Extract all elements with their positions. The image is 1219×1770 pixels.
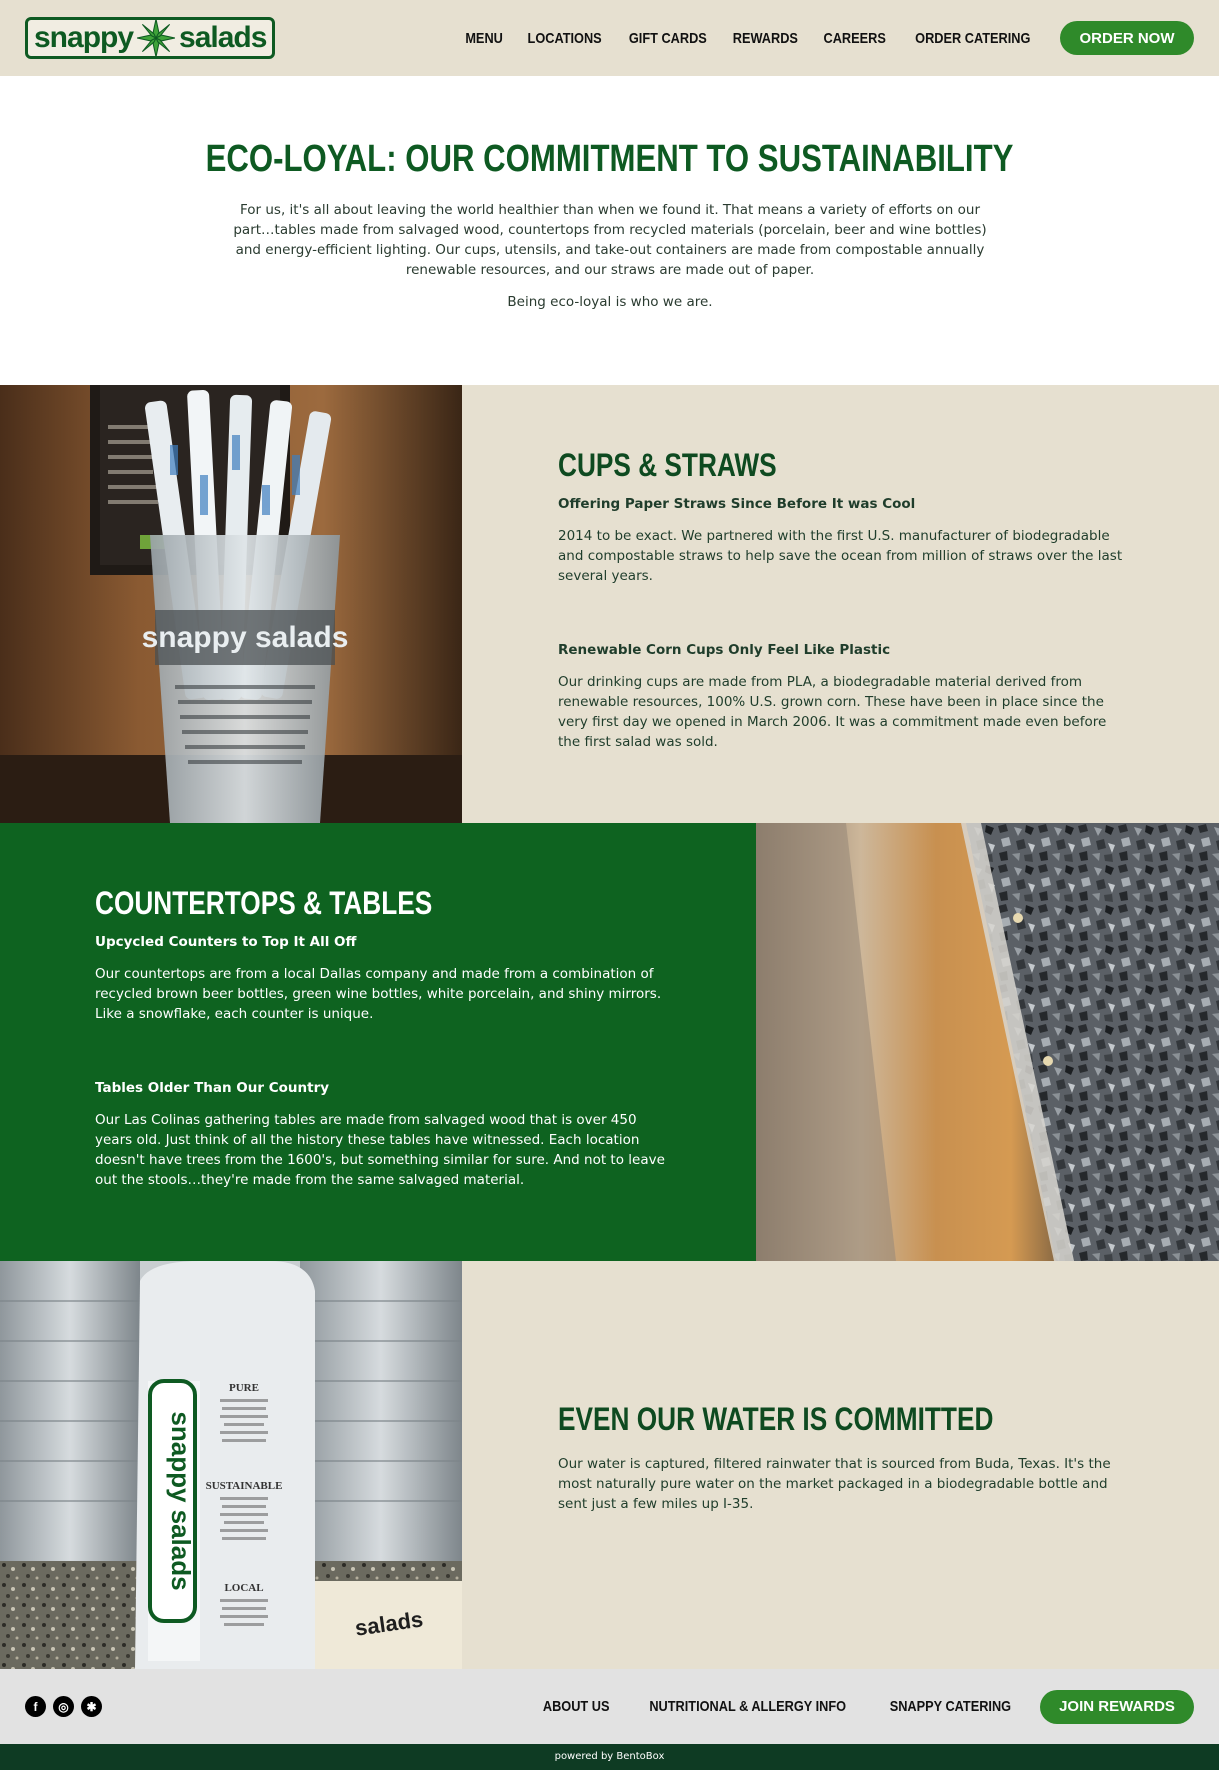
intro-section	[0, 76, 1219, 385]
corn-cups-body: Our drinking cups are made from PLA, a biodegradable material derived from renewable resources, 100% U.S. grown corn. These have been in place since the very first day we opened in March 2006. It was a commitment made even before the first salad was sold.	[558, 674, 1107, 750]
join-rewards-button[interactable]: JOIN REWARDS	[1040, 1690, 1194, 1724]
logo-word-right: salads	[179, 21, 267, 54]
water-text	[558, 1401, 1118, 1514]
nav-rewards[interactable]: REWARDS	[733, 29, 799, 47]
nav-careers[interactable]: CAREERS	[823, 29, 886, 47]
bottle-label-sustainable: SUSTAINABLE	[205, 1480, 283, 1492]
main-nav	[455, 21, 1194, 55]
footer-nav-snappy-catering[interactable]: SNAPPY CATERING	[889, 1698, 1012, 1715]
footer-nav-about-us[interactable]: ABOUT US	[543, 1698, 610, 1715]
snappy-salads-logo[interactable]	[25, 17, 275, 59]
social-links	[25, 1696, 102, 1717]
water-body: Our water is captured, filtered rainwater that is sourced from Buda, Texas. It's the most naturally pure water on the market packaged in a biodegradable bottle and sent just a few miles up I-35.	[558, 1456, 1111, 1512]
paper-straws-subheading: Offering Paper Straws Since Before It was Cool	[558, 496, 916, 512]
upcycled-counters-body: Our countertops are from a local Dallas company and made from a combination of recycled brown beer bottles, green wine bottles, white porcelain, and shiny mirrors. Like a snowflake, each counter is unique.	[95, 966, 662, 1022]
order-now-button[interactable]: ORDER NOW	[1060, 21, 1194, 55]
countertop-photo	[756, 823, 1219, 1261]
water-bottle-photo	[0, 1261, 462, 1669]
powered-by-bentobox[interactable]: powered by BentoBox	[0, 1744, 1219, 1770]
footer-nav-nutritional-info[interactable]: NUTRITIONAL & ALLERGY INFO	[649, 1698, 846, 1715]
intro-tagline: Being eco-loyal is who we are.	[507, 294, 713, 310]
intro-paragraph: For us, it's all about leaving the world healthier than when we found it. That means a variety of efforts on our part…tables made from salvaged wood, countertops from recycled materials (porcelain, beer and wine bottles) and energy-efficient lighting. Our cups, utensils, and take-out containers are made from compostable annually renewable resources, and our straws are made out of paper.	[233, 202, 987, 278]
site-header	[0, 0, 1219, 76]
upcycled-counters-subheading: Upcycled Counters to Top It All Off	[95, 934, 357, 950]
nav-menu[interactable]: MENU	[465, 29, 504, 47]
countertops-text	[95, 885, 675, 1190]
yelp-icon[interactable]: ✱	[81, 1696, 102, 1717]
logo-word-left: snappy	[34, 21, 134, 54]
mat-logo-text: salads	[353, 1606, 425, 1641]
old-tables-subheading: Tables Older Than Our Country	[95, 1080, 330, 1096]
cup-logo-text: snappy salads	[141, 621, 349, 654]
water-section	[0, 1261, 1219, 1669]
paper-straws-body: 2014 to be exact. We partnered with the first U.S. manufacturer of biodegradable and compostable straws to help save the ocean from million of straws over the last several years.	[558, 528, 1123, 584]
bottle-label-local: LOCAL	[224, 1582, 264, 1594]
nav-gift-cards[interactable]: GIFT CARDS	[628, 29, 707, 47]
footer-nav	[529, 1690, 1194, 1724]
site-footer	[0, 1669, 1219, 1744]
nav-order-catering[interactable]: ORDER CATERING	[915, 29, 1031, 47]
countertops-tables-section	[0, 823, 1219, 1261]
cups-straws-photo	[0, 385, 462, 823]
page-title: ECO-LOYAL: OUR COMMITMENT TO SUSTAINABILITY	[205, 138, 1014, 180]
cups-straws-title: CUPS & STRAWS	[558, 447, 777, 483]
cups-straws-text	[558, 447, 1128, 752]
leaf-star-icon	[135, 17, 177, 59]
instagram-icon[interactable]: ◎	[53, 1696, 74, 1717]
bottle-label-pure: PURE	[229, 1382, 259, 1394]
countertops-title: COUNTERTOPS & TABLES	[95, 885, 433, 921]
bottle-logo-text: snappy salads	[166, 1411, 196, 1591]
cups-straws-section	[0, 385, 1219, 823]
facebook-icon[interactable]: f	[25, 1696, 46, 1717]
water-title: EVEN OUR WATER IS COMMITTED	[558, 1401, 994, 1437]
corn-cups-subheading: Renewable Corn Cups Only Feel Like Plastic	[558, 642, 891, 658]
nav-locations[interactable]: LOCATIONS	[527, 29, 602, 47]
old-tables-body: Our Las Colinas gathering tables are made from salvaged wood that is over 450 years old. Just think of all the history these tables have witnessed. Each location doesn't have trees from the 1600's, but something similar for sure. And not to leave out the stools…they're made from the same salvaged material.	[95, 1112, 665, 1188]
